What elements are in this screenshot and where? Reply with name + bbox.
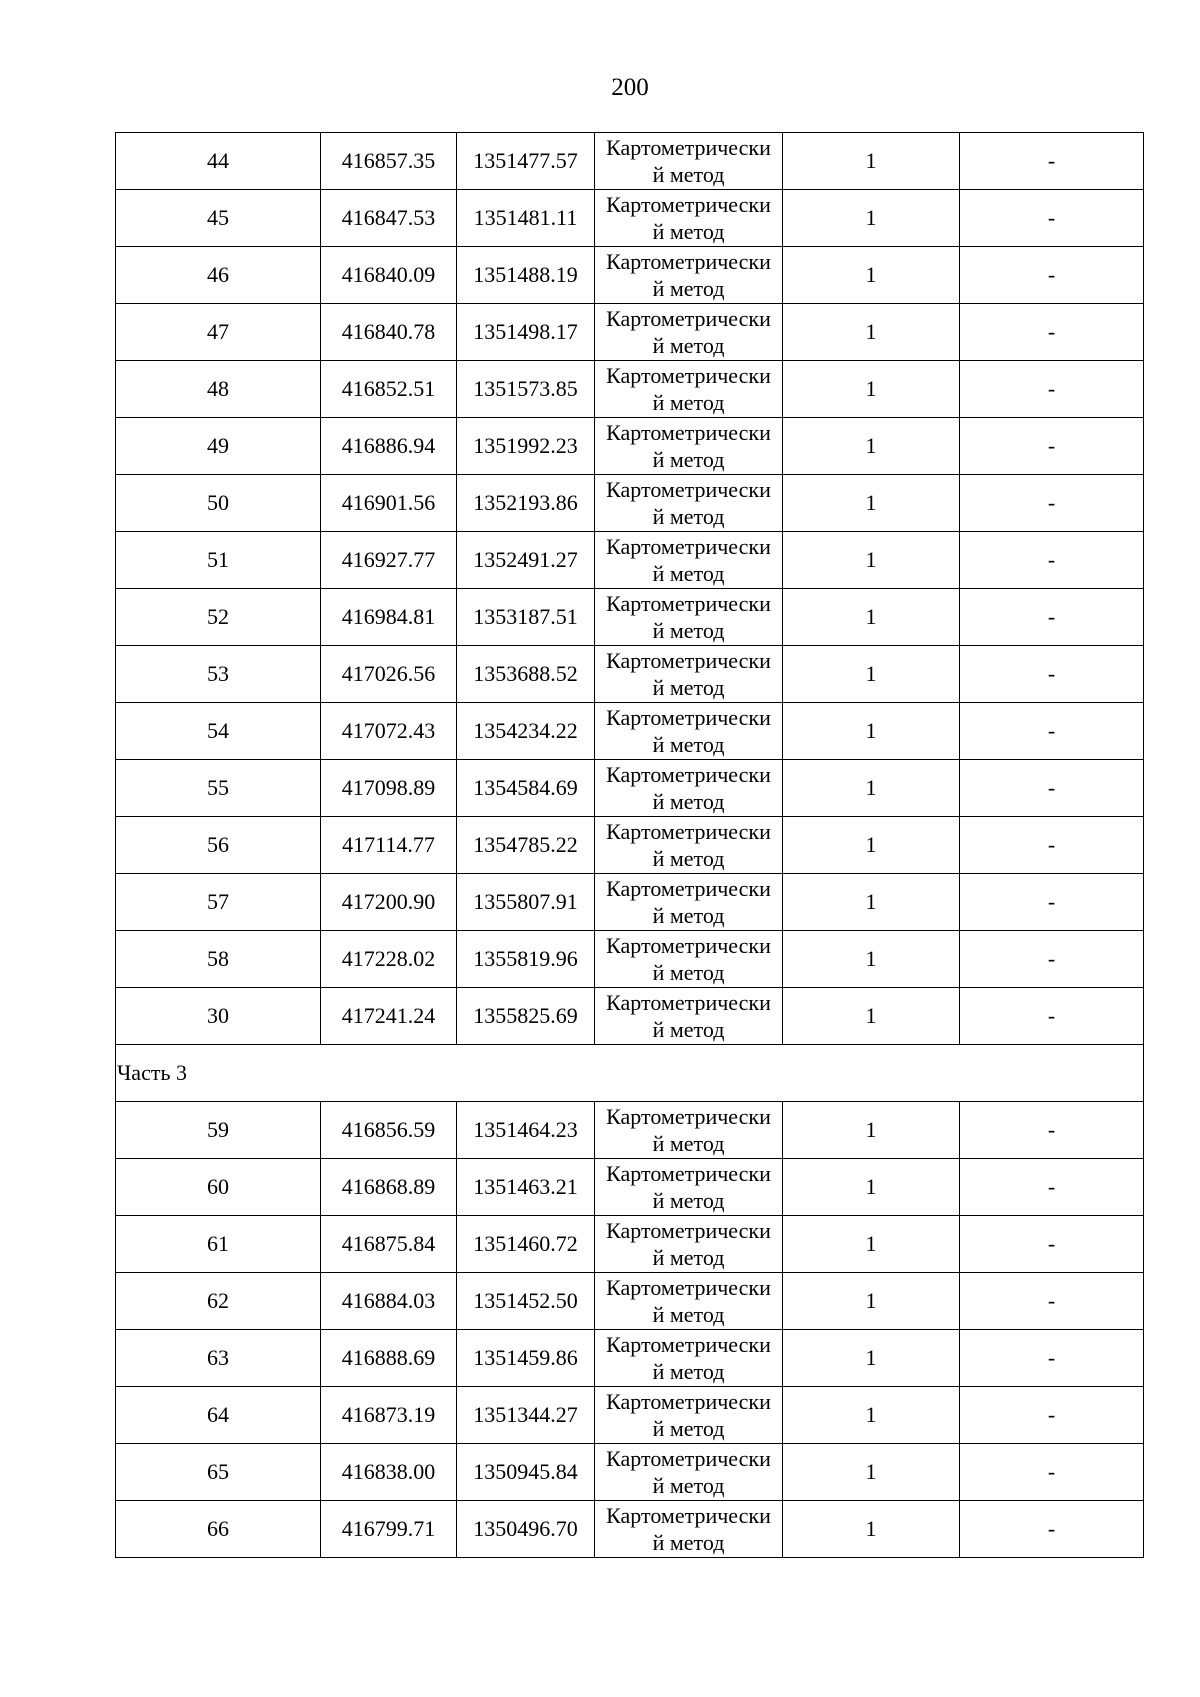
method-text-line1: Картометрически	[606, 1446, 771, 1471]
accuracy-cell: 1	[783, 133, 960, 190]
note-cell: -	[960, 817, 1144, 874]
table-row	[116, 1501, 1144, 1558]
method-cell	[595, 646, 783, 703]
note-cell: -	[960, 1102, 1144, 1159]
y-coordinate-cell: 1355819.96	[457, 931, 595, 988]
method-text-line1: Картометрически	[606, 363, 771, 388]
note-cell: -	[960, 1387, 1144, 1444]
table-row	[116, 190, 1144, 247]
y-coordinate-cell: 1351488.19	[457, 247, 595, 304]
method-text-line2: й метод	[652, 390, 725, 415]
point-number-cell: 64	[116, 1387, 321, 1444]
x-coordinate-cell: 416868.89	[321, 1159, 457, 1216]
point-number-cell: 61	[116, 1216, 321, 1273]
note-cell: -	[960, 589, 1144, 646]
x-coordinate-cell: 416852.51	[321, 361, 457, 418]
table-row	[116, 1444, 1144, 1501]
method-cell	[595, 817, 783, 874]
method-text-line2: й метод	[652, 903, 725, 928]
accuracy-cell: 1	[783, 988, 960, 1045]
accuracy-cell: 1	[783, 703, 960, 760]
accuracy-cell: 1	[783, 646, 960, 703]
method-cell	[595, 1387, 783, 1444]
method-text-line1: Картометрически	[606, 249, 771, 274]
section-label: Часть 3	[116, 1045, 1144, 1102]
page-number: 200	[611, 74, 649, 101]
accuracy-cell: 1	[783, 304, 960, 361]
y-coordinate-cell: 1351460.72	[457, 1216, 595, 1273]
note-cell: -	[960, 1273, 1144, 1330]
note-cell: -	[960, 1330, 1144, 1387]
y-coordinate-cell: 1354785.22	[457, 817, 595, 874]
accuracy-cell: 1	[783, 247, 960, 304]
method-text-line2: й метод	[652, 447, 725, 472]
y-coordinate-cell: 1355807.91	[457, 874, 595, 931]
x-coordinate-cell: 417241.24	[321, 988, 457, 1045]
y-coordinate-cell: 1351481.11	[457, 190, 595, 247]
method-text-line1: Картометрически	[606, 135, 771, 160]
x-coordinate-cell: 416840.09	[321, 247, 457, 304]
method-cell	[595, 247, 783, 304]
accuracy-cell: 1	[783, 931, 960, 988]
point-number-cell: 50	[116, 475, 321, 532]
point-number-cell: 44	[116, 133, 321, 190]
point-number-cell: 53	[116, 646, 321, 703]
y-coordinate-cell: 1351463.21	[457, 1159, 595, 1216]
note-cell: -	[960, 475, 1144, 532]
table-row	[116, 646, 1144, 703]
method-text-line2: й метод	[652, 789, 725, 814]
method-text-line1: Картометрически	[606, 477, 771, 502]
note-cell: -	[960, 760, 1144, 817]
method-text-line2: й метод	[652, 276, 725, 301]
note-cell: -	[960, 646, 1144, 703]
point-number-cell: 62	[116, 1273, 321, 1330]
method-text-line2: й метод	[652, 1017, 725, 1042]
y-coordinate-cell: 1352193.86	[457, 475, 595, 532]
method-cell	[595, 931, 783, 988]
y-coordinate-cell: 1353688.52	[457, 646, 595, 703]
table-row	[116, 1216, 1144, 1273]
point-number-cell: 65	[116, 1444, 321, 1501]
method-text-line1: Картометрически	[606, 534, 771, 559]
method-text-line2: й метод	[652, 504, 725, 529]
method-text-line1: Картометрически	[606, 420, 771, 445]
table-row	[116, 1387, 1144, 1444]
method-text-line1: Картометрически	[606, 990, 771, 1015]
method-text-line2: й метод	[652, 1302, 725, 1327]
accuracy-cell: 1	[783, 1102, 960, 1159]
method-text-line1: Картометрически	[606, 1503, 771, 1528]
method-cell	[595, 190, 783, 247]
method-text-line1: Картометрически	[606, 648, 771, 673]
table-row	[116, 988, 1144, 1045]
note-cell: -	[960, 247, 1144, 304]
y-coordinate-cell: 1351498.17	[457, 304, 595, 361]
method-cell	[595, 589, 783, 646]
note-cell: -	[960, 931, 1144, 988]
table-row	[116, 247, 1144, 304]
method-cell	[595, 1501, 783, 1558]
accuracy-cell: 1	[783, 1444, 960, 1501]
method-text-line2: й метод	[652, 1131, 725, 1156]
y-coordinate-cell: 1351477.57	[457, 133, 595, 190]
point-number-cell: 52	[116, 589, 321, 646]
x-coordinate-cell: 416884.03	[321, 1273, 457, 1330]
method-cell	[595, 1216, 783, 1273]
x-coordinate-cell: 416888.69	[321, 1330, 457, 1387]
method-text-line1: Картометрически	[606, 819, 771, 844]
point-number-cell: 60	[116, 1159, 321, 1216]
point-number-cell: 45	[116, 190, 321, 247]
method-text-line2: й метод	[652, 1530, 725, 1555]
method-text-line1: Картометрически	[606, 192, 771, 217]
method-cell	[595, 418, 783, 475]
accuracy-cell: 1	[783, 418, 960, 475]
y-coordinate-cell: 1354584.69	[457, 760, 595, 817]
y-coordinate-cell: 1351573.85	[457, 361, 595, 418]
point-number-cell: 48	[116, 361, 321, 418]
x-coordinate-cell: 416875.84	[321, 1216, 457, 1273]
y-coordinate-cell: 1354234.22	[457, 703, 595, 760]
table-row	[116, 418, 1144, 475]
table-row	[116, 475, 1144, 532]
note-cell: -	[960, 874, 1144, 931]
point-number-cell: 30	[116, 988, 321, 1045]
method-cell	[595, 988, 783, 1045]
note-cell: -	[960, 133, 1144, 190]
method-text-line1: Картометрически	[606, 1275, 771, 1300]
table-row	[116, 532, 1144, 589]
x-coordinate-cell: 417026.56	[321, 646, 457, 703]
y-coordinate-cell: 1355825.69	[457, 988, 595, 1045]
method-cell	[595, 874, 783, 931]
table-row	[116, 1159, 1144, 1216]
x-coordinate-cell: 416838.00	[321, 1444, 457, 1501]
method-cell	[595, 703, 783, 760]
method-cell	[595, 1444, 783, 1501]
method-text-line1: Картометрически	[606, 1218, 771, 1243]
method-text-line1: Картометрически	[606, 1161, 771, 1186]
x-coordinate-cell: 416840.78	[321, 304, 457, 361]
x-coordinate-cell: 416847.53	[321, 190, 457, 247]
method-text-line1: Картометрически	[606, 1104, 771, 1129]
point-number-cell: 49	[116, 418, 321, 475]
method-text-line1: Картометрически	[606, 705, 771, 730]
accuracy-cell: 1	[783, 1273, 960, 1330]
method-cell	[595, 133, 783, 190]
note-cell: -	[960, 988, 1144, 1045]
y-coordinate-cell: 1352491.27	[457, 532, 595, 589]
method-cell	[595, 532, 783, 589]
table-row	[116, 760, 1144, 817]
accuracy-cell: 1	[783, 1501, 960, 1558]
y-coordinate-cell: 1350496.70	[457, 1501, 595, 1558]
point-number-cell: 56	[116, 817, 321, 874]
method-text-line2: й метод	[652, 618, 725, 643]
method-text-line2: й метод	[652, 1416, 725, 1441]
table-row	[116, 874, 1144, 931]
y-coordinate-cell: 1351459.86	[457, 1330, 595, 1387]
table-row	[116, 133, 1144, 190]
table-body	[116, 133, 1144, 1558]
note-cell: -	[960, 1444, 1144, 1501]
table-row	[116, 703, 1144, 760]
method-text-line1: Картометрически	[606, 762, 771, 787]
accuracy-cell: 1	[783, 190, 960, 247]
point-number-cell: 59	[116, 1102, 321, 1159]
method-text-line2: й метод	[652, 1359, 725, 1384]
table-row	[116, 361, 1144, 418]
table-row	[116, 817, 1144, 874]
method-text-line1: Картометрически	[606, 933, 771, 958]
method-cell	[595, 361, 783, 418]
accuracy-cell: 1	[783, 1387, 960, 1444]
accuracy-cell: 1	[783, 1330, 960, 1387]
point-number-cell: 54	[116, 703, 321, 760]
x-coordinate-cell: 416856.59	[321, 1102, 457, 1159]
point-number-cell: 57	[116, 874, 321, 931]
point-number-cell: 47	[116, 304, 321, 361]
method-text-line1: Картометрически	[606, 591, 771, 616]
method-cell	[595, 1102, 783, 1159]
x-coordinate-cell: 417114.77	[321, 817, 457, 874]
table-row	[116, 1273, 1144, 1330]
x-coordinate-cell: 416799.71	[321, 1501, 457, 1558]
note-cell: -	[960, 1501, 1144, 1558]
y-coordinate-cell: 1351464.23	[457, 1102, 595, 1159]
x-coordinate-cell: 416857.35	[321, 133, 457, 190]
method-text-line1: Картометрически	[606, 1389, 771, 1414]
point-number-cell: 46	[116, 247, 321, 304]
x-coordinate-cell: 417228.02	[321, 931, 457, 988]
method-cell	[595, 1273, 783, 1330]
note-cell: -	[960, 1216, 1144, 1273]
note-cell: -	[960, 532, 1144, 589]
method-cell	[595, 1330, 783, 1387]
y-coordinate-cell: 1353187.51	[457, 589, 595, 646]
accuracy-cell: 1	[783, 1216, 960, 1273]
method-text-line2: й метод	[652, 1188, 725, 1213]
note-cell: -	[960, 1159, 1144, 1216]
method-text-line2: й метод	[652, 1245, 725, 1270]
point-number-cell: 63	[116, 1330, 321, 1387]
y-coordinate-cell: 1350945.84	[457, 1444, 595, 1501]
method-text-line2: й метод	[652, 732, 725, 757]
note-cell: -	[960, 190, 1144, 247]
section-row	[116, 1045, 1144, 1102]
note-cell: -	[960, 703, 1144, 760]
table-row	[116, 589, 1144, 646]
point-number-cell: 51	[116, 532, 321, 589]
method-text-line2: й метод	[652, 846, 725, 871]
note-cell: -	[960, 361, 1144, 418]
note-cell: -	[960, 304, 1144, 361]
method-cell	[595, 304, 783, 361]
x-coordinate-cell: 417098.89	[321, 760, 457, 817]
y-coordinate-cell: 1351452.50	[457, 1273, 595, 1330]
accuracy-cell: 1	[783, 1159, 960, 1216]
accuracy-cell: 1	[783, 874, 960, 931]
point-number-cell: 55	[116, 760, 321, 817]
method-cell	[595, 760, 783, 817]
method-text-line1: Картометрически	[606, 1332, 771, 1357]
table-row	[116, 931, 1144, 988]
method-text-line2: й метод	[652, 219, 725, 244]
method-text-line2: й метод	[652, 162, 725, 187]
x-coordinate-cell: 416901.56	[321, 475, 457, 532]
method-cell	[595, 1159, 783, 1216]
accuracy-cell: 1	[783, 532, 960, 589]
x-coordinate-cell: 416886.94	[321, 418, 457, 475]
accuracy-cell: 1	[783, 361, 960, 418]
accuracy-cell: 1	[783, 817, 960, 874]
method-text-line2: й метод	[652, 675, 725, 700]
method-cell	[595, 475, 783, 532]
note-cell: -	[960, 418, 1144, 475]
accuracy-cell: 1	[783, 475, 960, 532]
point-number-cell: 58	[116, 931, 321, 988]
y-coordinate-cell: 1351992.23	[457, 418, 595, 475]
method-text-line2: й метод	[652, 1473, 725, 1498]
method-text-line2: й метод	[652, 561, 725, 586]
x-coordinate-cell: 417200.90	[321, 874, 457, 931]
coordinates-table	[115, 132, 1144, 1558]
x-coordinate-cell: 416927.77	[321, 532, 457, 589]
method-text-line1: Картометрически	[606, 876, 771, 901]
x-coordinate-cell: 416984.81	[321, 589, 457, 646]
table-row	[116, 1330, 1144, 1387]
y-coordinate-cell: 1351344.27	[457, 1387, 595, 1444]
method-text-line2: й метод	[652, 333, 725, 358]
point-number-cell: 66	[116, 1501, 321, 1558]
x-coordinate-cell: 416873.19	[321, 1387, 457, 1444]
method-text-line2: й метод	[652, 960, 725, 985]
accuracy-cell: 1	[783, 760, 960, 817]
method-text-line1: Картометрически	[606, 306, 771, 331]
x-coordinate-cell: 417072.43	[321, 703, 457, 760]
table-row	[116, 1102, 1144, 1159]
accuracy-cell: 1	[783, 589, 960, 646]
table-row	[116, 304, 1144, 361]
